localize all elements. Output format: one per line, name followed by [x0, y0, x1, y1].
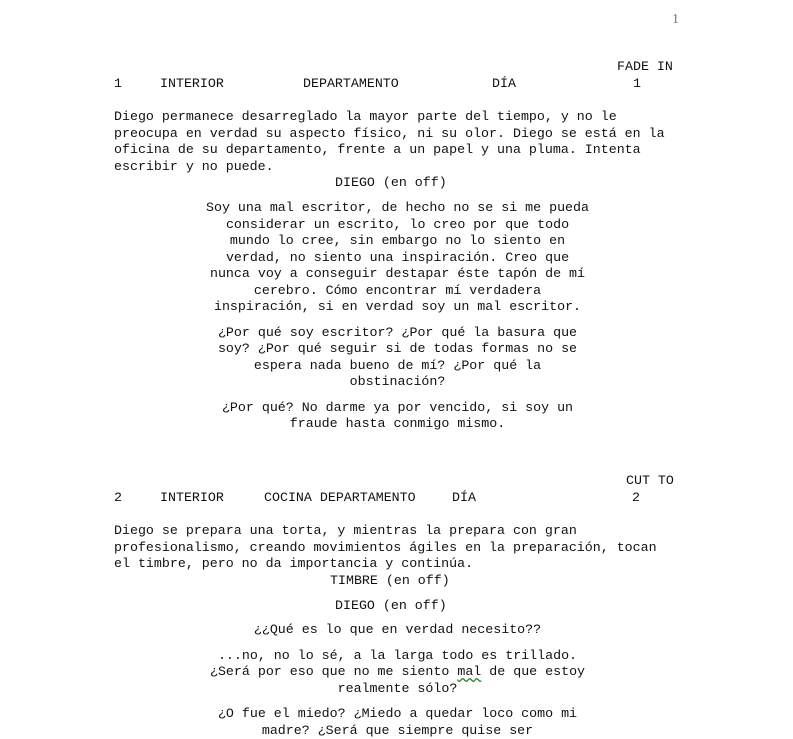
- scene-time: DÍA: [452, 490, 476, 505]
- dialogue-paragraph: ¿¿Qué es lo que en verdad necesito??: [253, 622, 542, 637]
- scene-heading-2: [114, 490, 674, 507]
- scene-heading-1: [114, 76, 674, 93]
- page-number: 1: [672, 12, 679, 27]
- dialogue-paragraph: ¿Por qué? No darme ya por vencido, si soy un fraude hasta conmigo mismo.: [221, 399, 574, 431]
- action-paragraph: Diego se prepara una torta, y mientras la prepara con gran profesionalismo, creando movimientos ágiles en la preparación, tocan el timbre, pero no da importancia y continúa.: [114, 523, 657, 571]
- scene-type: INTERIOR: [160, 490, 224, 505]
- scene-type: INTERIOR: [160, 76, 224, 91]
- dialogue-paragraph: [205, 648, 590, 698]
- transition-cut-to: CUT TO: [626, 473, 674, 488]
- scene-number-left: 2: [114, 490, 122, 505]
- scene-location: COCINA DEPARTAMENTO: [264, 490, 416, 505]
- character-cue: DIEGO (en off): [335, 175, 447, 190]
- scene-time: DÍA: [492, 76, 516, 91]
- dialogue-paragraph: ¿Por qué soy escritor? ¿Por qué la basura que soy? ¿Por qué seguir si de todas formas no se espera nada bueno de mí? ¿Por qué la obstinación?: [217, 324, 578, 389]
- character-cue: DIEGO (en off): [335, 598, 447, 613]
- scene-number-right: 1: [633, 76, 641, 91]
- dialogue-block: [205, 622, 590, 739]
- dialogue-text: de que estoy realmente sólo?: [337, 664, 586, 696]
- sound-cue: TIMBRE (en off): [330, 573, 450, 588]
- dialogue-paragraph: ¿O fue el miedo? ¿Miedo a quedar loco como mi madre? ¿Será que siempre quise ser: [217, 706, 578, 738]
- dialogue-block: [205, 200, 590, 433]
- scene-location: DEPARTAMENTO: [303, 76, 399, 91]
- action-paragraph: Diego permanece desarreglado la mayor parte del tiempo, y no le preocupa en verdad su aspecto físico, ni su olor. Diego se está en la oficina de su departamento, frente a un papel y una pluma. Intenta escribir y no puede.: [114, 109, 665, 174]
- scene-number-right: 2: [632, 490, 640, 505]
- dialogue-text: ...no, no lo sé, a la larga todo es trillado. ¿Será por eso que no me siento: [209, 647, 578, 679]
- dialogue-paragraph: Soy una mal escritor, de hecho no se si me pueda considerar un escrito, lo creo por que todo mundo lo cree, sin embargo no lo siento en verdad, no siento una inspiración. Creo que nunca voy a conseguir destapar éste tapón de mí cerebro. Cómo encontrar mí verdadera inspiración, si en verdad soy un mal escritor.: [205, 200, 589, 314]
- scene-number-left: 1: [114, 76, 122, 91]
- transition-fade-in: FADE IN: [617, 59, 673, 74]
- spellcheck-flagged-word[interactable]: mal: [457, 664, 482, 679]
